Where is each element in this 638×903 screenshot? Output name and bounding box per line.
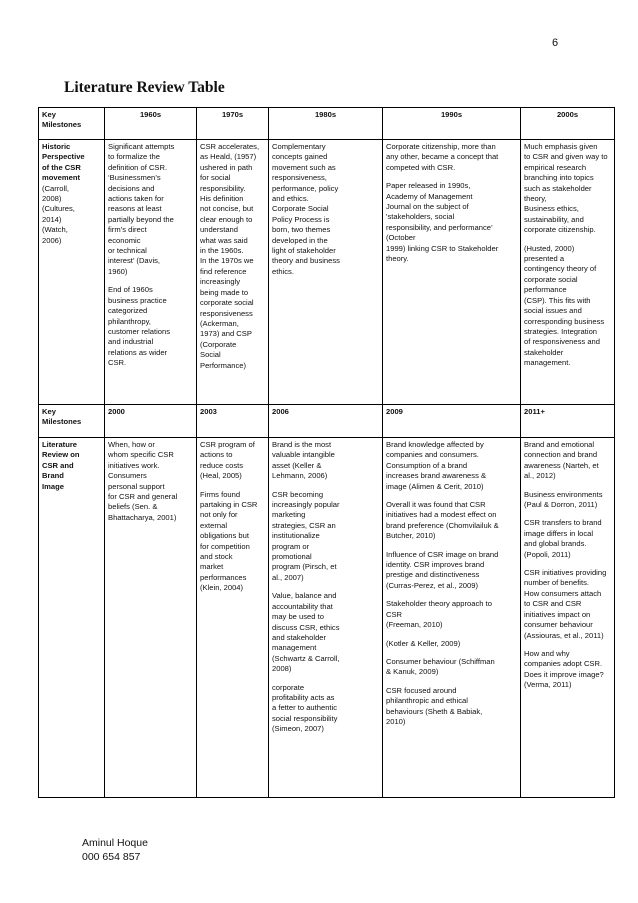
page-number: 6 bbox=[552, 37, 559, 49]
header-2011-plus: 2011+ bbox=[521, 405, 615, 438]
cell-1960s: Significant attempts to formalize the definition of CSR. ‘Businessmen’s decisions and actions taken for reasons at least partially beyond the firm’s direct economic or technical interest’ (Davis, 1960) End of 1960s business practice categorized philanthropy, customer relations and industrial relations as wider CSR. bbox=[105, 140, 197, 405]
header-1960s: 1960s bbox=[105, 108, 197, 140]
student-id: 000 654 857 bbox=[82, 851, 141, 863]
header-2003: 2003 bbox=[197, 405, 269, 438]
cell-1970s: CSR accelerates, as Heald, (1957) ushered in path for social responsibility. His definition not concise, but clear enough to understand what was said in the 1960s. In the 1970s we find reference increasingly being made to corporate social responsiveness (Ackerman, 1973) and CSP (Corporate Social Performance) bbox=[197, 140, 269, 405]
cell-2000: When, how or whom specific CSR initiatives work. Consumers personal support for CSR and general beliefs (Sen. & Bhattacharya, 2001) bbox=[105, 438, 197, 798]
key-milestones-label-2: Key Milestones bbox=[39, 405, 105, 438]
cell-2006: Brand is the most valuable intangible asset (Keller & Lehmann, 2006) CSR becoming increasingly popular marketing strategies, CSR an institutionalize program or promotional program (Pirsch, et al., 2007) Value, balance and accountability that may be used to discuss CSR, ethics and stakeholder management (Schwartz & Carroll, 2008) corporate profitability acts as a fetter to authentic social responsibility (Simeon, 2007) bbox=[269, 438, 383, 798]
literature-review-table bbox=[38, 107, 615, 798]
row-label-historic: Historic Perspective of the CSR movement (Carroll, 2008) (Cultures, 2014) (Watch, 2006) bbox=[39, 140, 105, 405]
cell-2000s: Much emphasis given to CSR and given way to empirical research branching into topics such as stakeholder theory, Business ethics, sustainability, and corporate citizenship. (Husted, 2000) presented a contingency theory of corporate social performance (CSP). This fits with social issues and corresponding business strategies. Integration of responsiveness and stakeholder management. bbox=[521, 140, 615, 405]
cell-1990s: Corporate citizenship, more than any other, became a concept that competed with CSR. Paper released in 1990s, Academy of Management Journal on the subject of 'stakeholders, social responsibility, and performance’ (October 1999) linking CSR to Stakeholder theory. bbox=[383, 140, 521, 405]
row-historic-perspective bbox=[39, 140, 615, 405]
header-2000s: 2000s bbox=[521, 108, 615, 140]
header-1980s: 1980s bbox=[269, 108, 383, 140]
author-name: Aminul Hoque bbox=[82, 837, 148, 849]
document-title: Literature Review Table bbox=[64, 79, 225, 96]
header-2009: 2009 bbox=[383, 405, 521, 438]
header-2006: 2006 bbox=[269, 405, 383, 438]
page-footer bbox=[82, 836, 148, 864]
cell-2011-plus: Brand and emotional connection and brand awareness (Narteh, et al., 2012) Business environments (Paul & Dorron, 2011) CSR transfers to brand image differs in local and global brands. (Popoli, 2011) CSR initiatives providing number of benefits. How consumers attach to CSR and CSR initiatives impact on consumer behaviour (Assiouras, et al., 2011) How and why companies adopt CSR. Does it improve image? (Verma, 2011) bbox=[521, 438, 615, 798]
header-row-decades bbox=[39, 108, 615, 140]
header-row-years bbox=[39, 405, 615, 438]
cell-1980s: Complementary concepts gained movement such as responsiveness, performance, policy and ethics. Corporate Social Policy Process is born, two themes developed in the light of stakeholder theory and business ethics. bbox=[269, 140, 383, 405]
row-literature-review bbox=[39, 438, 615, 798]
cell-2003: CSR program of actions to reduce costs (Heal, 2005) Firms found partaking in CSR not only for external obligations but for competition and stock market performances (Klein, 2004) bbox=[197, 438, 269, 798]
header-1970s: 1970s bbox=[197, 108, 269, 140]
key-milestones-label: Key Milestones bbox=[39, 108, 105, 140]
row-label-literature-review: Literature Review on CSR and Brand Image bbox=[39, 438, 105, 798]
header-2000: 2000 bbox=[105, 405, 197, 438]
header-1990s: 1990s bbox=[383, 108, 521, 140]
cell-2009: Brand knowledge affected by companies and consumers. Consumption of a brand increases brand awareness & image (Alimen & Cerit, 2010) Overall it was found that CSR initiatives had a modest effect on brand preference (Chomvilailuk & Butcher, 2010) Influence of CSR image on brand identity. CSR improves brand prestige and distinctiveness (Curras-Perez, et al., 2009) Stakeholder theory approach to CSR (Freeman, 2010) (Kotler & Keller, 2009) Consumer behaviour (Schiffman & Kanuk, 2009) CSR focused around philanthropic and ethical behaviours (Sheth & Babiak, 2010) bbox=[383, 438, 521, 798]
